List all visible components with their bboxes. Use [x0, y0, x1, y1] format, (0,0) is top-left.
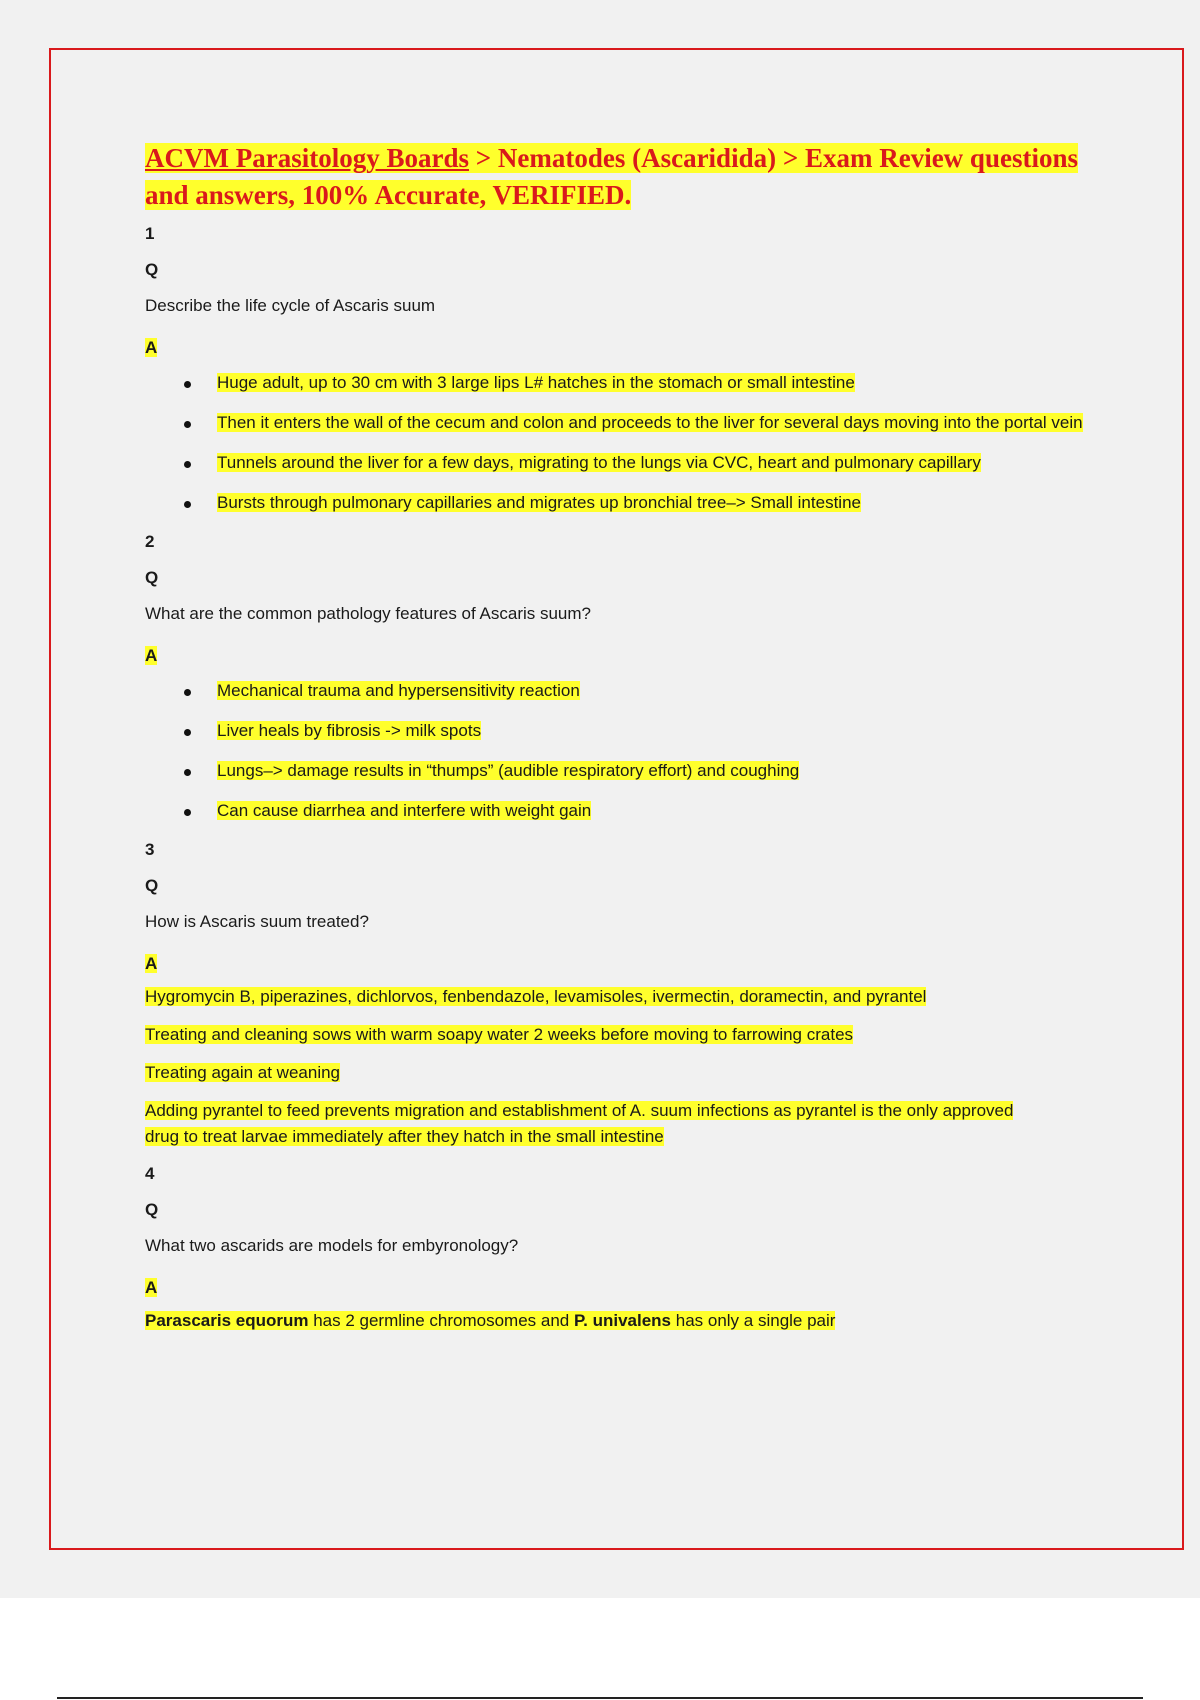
question-label: Q	[145, 876, 159, 895]
list-item: Then it enters the wall of the cecum and colon and proceeds to the liver for several days moving into the portal vein	[145, 410, 1117, 436]
document-content	[145, 140, 1105, 1346]
bullet-icon	[184, 689, 191, 696]
title-rest-text: > Nematodes (Ascaridida) > Exam Review questions and answers, 100% Accurate, VERIFIED.	[145, 143, 1078, 210]
bullet-icon	[184, 809, 191, 816]
document-title	[145, 140, 1105, 214]
list-item: Bursts through pulmonary capillaries and migrates up bronchial tree–> Small intestine	[145, 490, 1117, 516]
answer-paragraph: Hygromycin B, piperazines, dichlorvos, fenbendazole, levamisoles, ivermectin, doramectin, and pyrantel	[145, 987, 927, 1006]
question-number: 4	[145, 1164, 155, 1183]
question-label: Q	[145, 1200, 159, 1219]
question-text: What are the common pathology features of Ascaris suum?	[145, 604, 592, 623]
qa-item-2	[145, 530, 1105, 824]
question-label: Q	[145, 260, 159, 279]
qa-item-1	[145, 222, 1105, 516]
bullet-icon	[184, 421, 191, 428]
answer-label: A	[145, 954, 158, 973]
list-item: Liver heals by fibrosis -> milk spots	[145, 718, 1117, 744]
list-item: Mechanical trauma and hypersensitivity reaction	[145, 678, 1117, 704]
answer-paragraph: Treating and cleaning sows with warm soapy water 2 weeks before moving to farrowing crates	[145, 1025, 854, 1044]
answer-label: A	[145, 1278, 158, 1297]
qa-item-4	[145, 1162, 1105, 1334]
list-item: Lungs–> damage results in “thumps” (audible respiratory effort) and coughing	[145, 758, 1117, 784]
question-number: 2	[145, 532, 155, 551]
answer-paragraph: Adding pyrantel to feed prevents migration and establishment of A. suum infections as pyrantel is the only approved drug to treat larvae immediately after they hatch in the small intestine	[145, 1101, 1014, 1146]
list-item: Tunnels around the liver for a few days, migrating to the lungs via CVC, heart and pulmonary capillary	[145, 450, 1117, 476]
list-item: Can cause diarrhea and interfere with weight gain	[145, 798, 1117, 824]
qa-item-3	[145, 838, 1105, 1150]
bullet-icon	[184, 769, 191, 776]
question-text: What two ascarids are models for embyronology?	[145, 1236, 519, 1255]
answer-bullet-list	[145, 370, 1105, 516]
bullet-icon	[184, 501, 191, 508]
question-text: Describe the life cycle of Ascaris suum	[145, 296, 436, 315]
bullet-icon	[184, 729, 191, 736]
page-divider	[57, 1697, 1143, 1699]
answer-paragraph: Treating again at weaning	[145, 1063, 341, 1082]
species-name: Parascaris equorum	[145, 1311, 309, 1330]
species-name: P. univalens	[574, 1311, 672, 1330]
question-label: Q	[145, 568, 159, 587]
answer-paragraph: Parascaris equorum has 2 germline chromosomes and P. univalens has only a single pair	[145, 1311, 836, 1330]
list-item: Huge adult, up to 30 cm with 3 large lips L# hatches in the stomach or small intestine	[145, 370, 1117, 396]
answer-label: A	[145, 338, 158, 357]
answer-label: A	[145, 646, 158, 665]
bullet-icon	[184, 381, 191, 388]
question-text: How is Ascaris suum treated?	[145, 912, 369, 931]
title-link-text[interactable]: ACVM Parasitology Boards	[145, 143, 469, 173]
bullet-icon	[184, 461, 191, 468]
question-number: 3	[145, 840, 155, 859]
question-number: 1	[145, 224, 155, 243]
answer-bullet-list	[145, 678, 1105, 824]
